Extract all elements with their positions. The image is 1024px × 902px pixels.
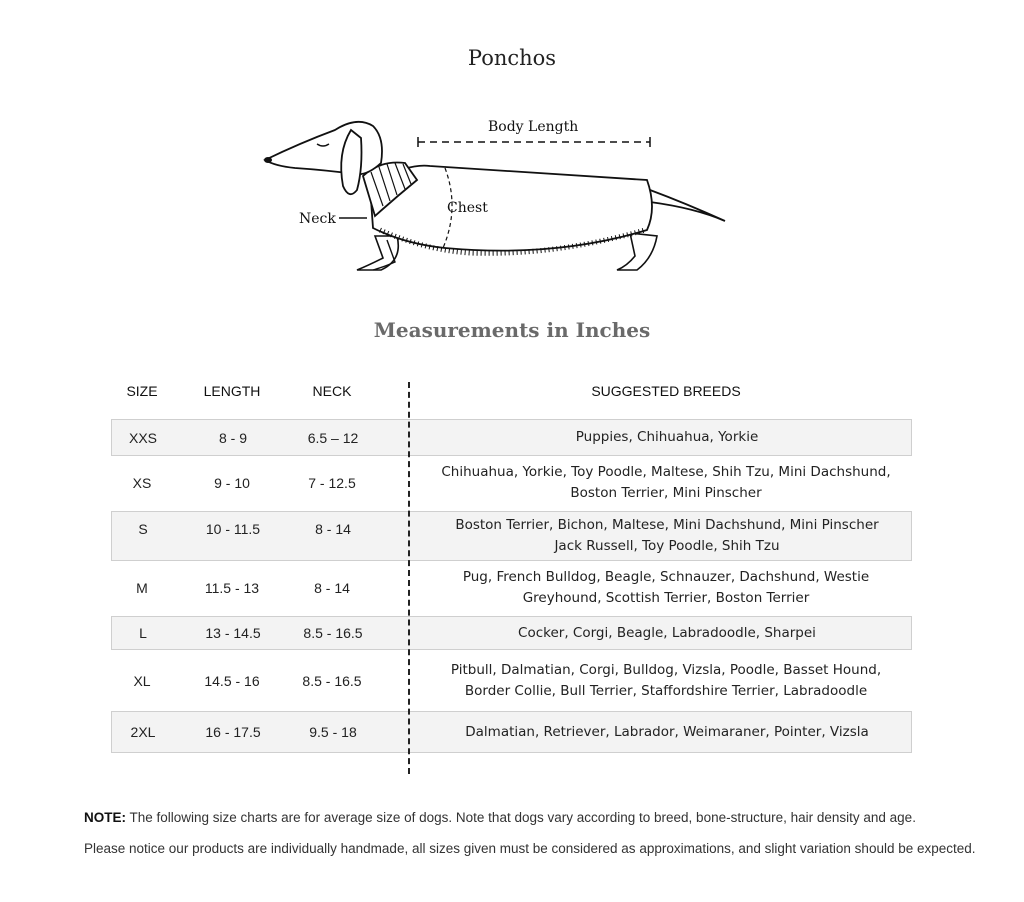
body-length-label: Body Length [488,119,579,135]
column-divider [408,382,410,774]
table-row [111,711,912,753]
page-title: Ponchos [467,46,557,70]
neck-cell: 8 - 14 [314,580,350,596]
column-header-neck: NECK [312,383,352,399]
chest-label: Chest [447,200,488,216]
neck-cell: 9.5 - 18 [309,724,357,740]
size-note [84,810,1004,825]
neck-cell: 8.5 - 16.5 [303,625,363,641]
table-row [111,459,912,507]
column-header-length: LENGTH [203,383,261,399]
neck-label: Neck [299,211,336,227]
table-row [111,564,912,612]
size-cell: XL [133,673,151,689]
table-row [111,656,912,706]
table-row [111,511,912,561]
size-cell: XS [132,475,152,491]
length-cell: 13 - 14.5 [205,625,261,641]
dog-head [265,122,382,174]
table-row [111,419,912,456]
length-cell: 8 - 9 [218,429,247,446]
length-cell: 14.5 - 16 [204,673,260,689]
neck-cell: 8.5 - 16.5 [302,673,362,689]
size-cell: S [138,521,148,537]
breeds-cell: Pug, French Bulldog, Beagle, Schnauzer, Dachshund, Westie Greyhound, Scottish Terrier, Boston Terrier [462,569,870,606]
column-header-size: SIZE [126,383,158,399]
breeds-cell: Dalmatian, Retriever, Labrador, Weimaraner, Pointer, Vizsla [465,723,869,740]
breeds-cell: Puppies, Chihuahua, Yorkie [575,429,759,445]
length-cell: 16 - 17.5 [205,724,261,740]
neck-cell: 6.5 – 12 [307,429,359,446]
breeds-cell: Pitbull, Dalmatian, Corgi, Bulldog, Vizsla, Poodle, Basset Hound, Border Collie, Bull Terrier, Staffordshire Terrier, Labradoodle [450,662,882,699]
table-row [111,616,912,650]
length-cell: 11.5 - 13 [204,580,260,596]
neck-cell: 8 - 14 [315,521,351,537]
handmade-note: Please notice our products are individually handmade, all sizes given must be considered as approximations, and slight variation should be expected. [84,841,976,856]
breeds-cell: Chihuahua, Yorkie, Toy Poodle, Maltese, Shih Tzu, Mini Dachshund, Boston Terrier, Mini Pinscher [441,464,891,501]
breeds-cell: Cocker, Corgi, Beagle, Labradoodle, Sharpei [518,624,816,641]
dog-measurement-diagram [255,108,735,280]
neck-cell: 7 - 12.5 [308,475,356,491]
note-label: NOTE: [84,810,126,825]
length-cell: 9 - 10 [214,475,250,491]
section-subtitle: Measurements in Inches [373,318,651,342]
length-cell: 10 - 11.5 [205,521,261,537]
column-header-breeds: SUGGESTED BREEDS [591,383,741,399]
size-cell: L [139,625,147,641]
note-text: The following size charts are for average size of dogs. Note that dogs vary according to breed, bone-structure, hair density and age. [126,810,916,825]
breeds-cell: Boston Terrier, Bichon, Maltese, Mini Dachshund, Mini Pinscher Jack Russell, Toy Poodle, Shih Tzu [455,517,879,554]
size-cell: M [136,580,148,596]
size-cell: 2XL [130,724,156,740]
size-cell: XXS [128,429,157,446]
